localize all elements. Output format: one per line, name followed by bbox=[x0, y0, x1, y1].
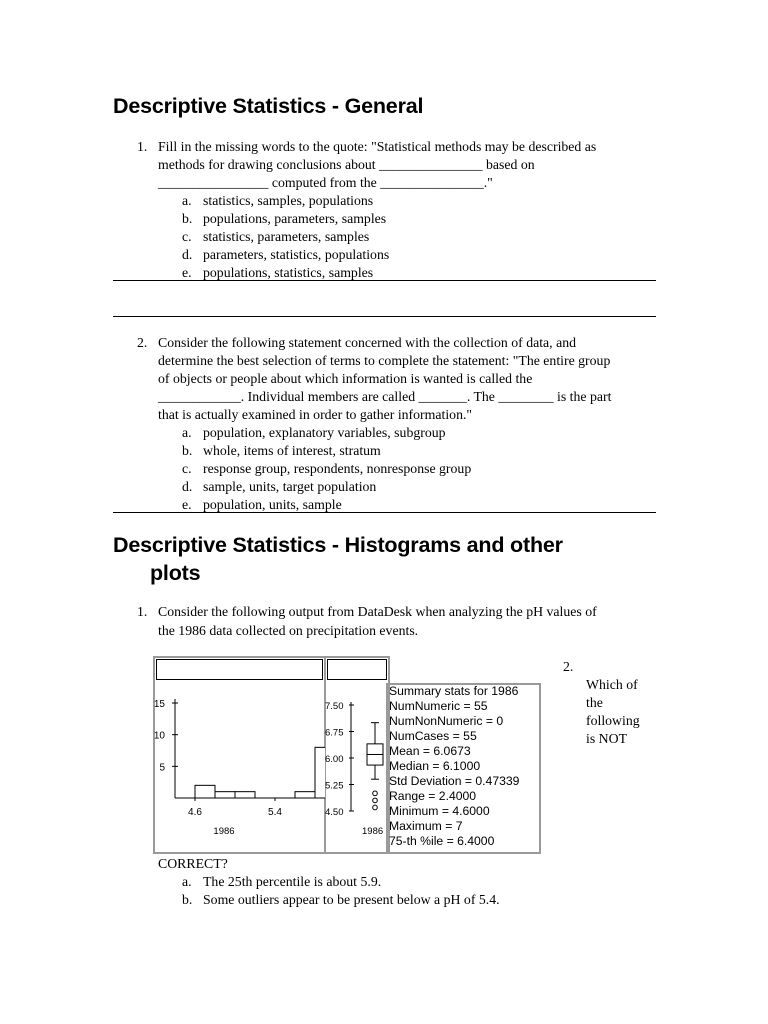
question-text-line: the 1986 data collected on precipitation events. bbox=[158, 623, 419, 638]
x-tick-label: 4.6 bbox=[188, 807, 202, 818]
boxplot-title-bar bbox=[327, 659, 387, 680]
question-text-line: Which of bbox=[586, 677, 638, 692]
stats-line: 75-th %ile = 6.4000 bbox=[389, 834, 495, 848]
y-tick-label: 15 bbox=[153, 699, 165, 710]
stats-line: NumCases = 55 bbox=[389, 729, 477, 743]
option-text: populations, statistics, samples bbox=[203, 265, 374, 280]
section-title-histograms: Descriptive Statistics - Histograms and other bbox=[113, 533, 563, 557]
option-text: statistics, parameters, samples bbox=[203, 229, 370, 244]
histogram-bar bbox=[295, 792, 315, 798]
histogram-bar bbox=[195, 785, 215, 798]
divider-line bbox=[113, 512, 656, 513]
histogram-bar bbox=[235, 792, 255, 798]
stats-line: Maximum = 7 bbox=[389, 819, 463, 833]
question-text-line: is NOT bbox=[586, 731, 628, 746]
stats-line: Summary stats for 1986 bbox=[389, 684, 519, 698]
option-text: parameters, statistics, populations bbox=[203, 247, 390, 262]
option-letter: d. bbox=[182, 247, 193, 262]
option-text: response group, respondents, nonresponse group bbox=[203, 461, 472, 476]
question-text-line: Fill in the missing words to the quote: "Statistical methods may be described as bbox=[158, 139, 597, 154]
outlier-point bbox=[373, 798, 378, 803]
x-tick-label: 5.4 bbox=[268, 807, 282, 818]
option-text: statistics, samples, populations bbox=[203, 193, 374, 208]
option-text: sample, units, target population bbox=[203, 479, 377, 494]
question-number: 2. bbox=[563, 659, 574, 674]
question-text-line: that is actually examined in order to gather information." bbox=[158, 407, 473, 422]
option-text: populations, parameters, samples bbox=[203, 211, 387, 226]
question-text-line: methods for drawing conclusions about _______________ based on bbox=[158, 157, 535, 172]
question-text-line: determine the best selection of terms to complete the statement: "The entire group bbox=[158, 353, 611, 368]
stats-line: Median = 6.1000 bbox=[389, 759, 481, 773]
question-number: 1. bbox=[137, 139, 148, 154]
stats-line: Range = 2.4000 bbox=[389, 789, 477, 803]
question-number: 2. bbox=[137, 335, 148, 350]
y-tick-label: 7.50 bbox=[325, 701, 344, 712]
question-text-line: Consider the following output from DataDesk when analyzing the pH values of bbox=[158, 604, 597, 619]
divider-line bbox=[113, 280, 656, 281]
y-tick-label: 5.25 bbox=[325, 780, 344, 792]
option-text: Some outliers appear to be present below a pH of 5.4. bbox=[203, 892, 500, 907]
histogram-chart bbox=[153, 680, 325, 852]
option-text: population, units, sample bbox=[203, 497, 342, 512]
y-tick-label: 5 bbox=[159, 762, 165, 774]
stats-line: Std Deviation = 0.47339 bbox=[389, 774, 520, 788]
option-letter: a. bbox=[182, 193, 192, 208]
option-letter: c. bbox=[182, 461, 192, 476]
histogram-bar bbox=[215, 792, 235, 798]
y-tick-label: 4.50 bbox=[325, 807, 344, 818]
option-letter: d. bbox=[182, 479, 193, 494]
question-number: 1. bbox=[137, 604, 148, 619]
option-letter: a. bbox=[182, 874, 192, 889]
stats-line: NumNumeric = 55 bbox=[389, 699, 488, 713]
boxplot-chart bbox=[324, 680, 388, 852]
stats-line: NumNonNumeric = 0 bbox=[389, 714, 504, 728]
y-tick-label: 6.75 bbox=[325, 727, 344, 739]
x-axis-label: 1986 bbox=[362, 826, 384, 837]
summary-stats-text bbox=[389, 684, 539, 849]
question-text-line: Consider the following statement concerned with the collection of data, and bbox=[158, 335, 576, 350]
question-text-line: CORRECT? bbox=[158, 856, 228, 871]
section-title-general: Descriptive Statistics - General bbox=[113, 94, 424, 118]
question-text-line: of objects or people about which information is wanted is called the bbox=[158, 371, 533, 386]
question-text-line: following bbox=[586, 713, 640, 728]
x-axis-label: 1986 bbox=[213, 826, 235, 837]
option-letter: e. bbox=[182, 265, 192, 280]
option-letter: a. bbox=[182, 425, 192, 440]
option-letter: c. bbox=[182, 229, 192, 244]
option-letter: b. bbox=[182, 892, 193, 907]
outlier-point bbox=[373, 791, 378, 796]
question-text-line: ____________. Individual members are called _______. The ________ is the part bbox=[158, 389, 612, 404]
option-text: The 25th percentile is about 5.9. bbox=[203, 874, 382, 889]
y-tick-label: 10 bbox=[153, 730, 165, 742]
section-title-histograms-line2: plots bbox=[150, 561, 201, 585]
option-letter: e. bbox=[182, 497, 192, 512]
histogram-title-bar bbox=[156, 659, 323, 680]
option-text: population, explanatory variables, subgroup bbox=[203, 425, 446, 440]
divider-line bbox=[113, 316, 656, 317]
stats-line: Minimum = 4.6000 bbox=[389, 804, 490, 818]
outlier-point bbox=[373, 805, 378, 810]
question-text-line: ________________ computed from the _______________." bbox=[158, 175, 493, 190]
y-tick-label: 6.00 bbox=[325, 754, 344, 765]
option-letter: b. bbox=[182, 211, 193, 226]
option-letter: b. bbox=[182, 443, 193, 458]
question-text-line: the bbox=[586, 695, 603, 710]
stats-line: Mean = 6.0673 bbox=[389, 744, 471, 758]
option-text: whole, items of interest, stratum bbox=[203, 443, 381, 458]
